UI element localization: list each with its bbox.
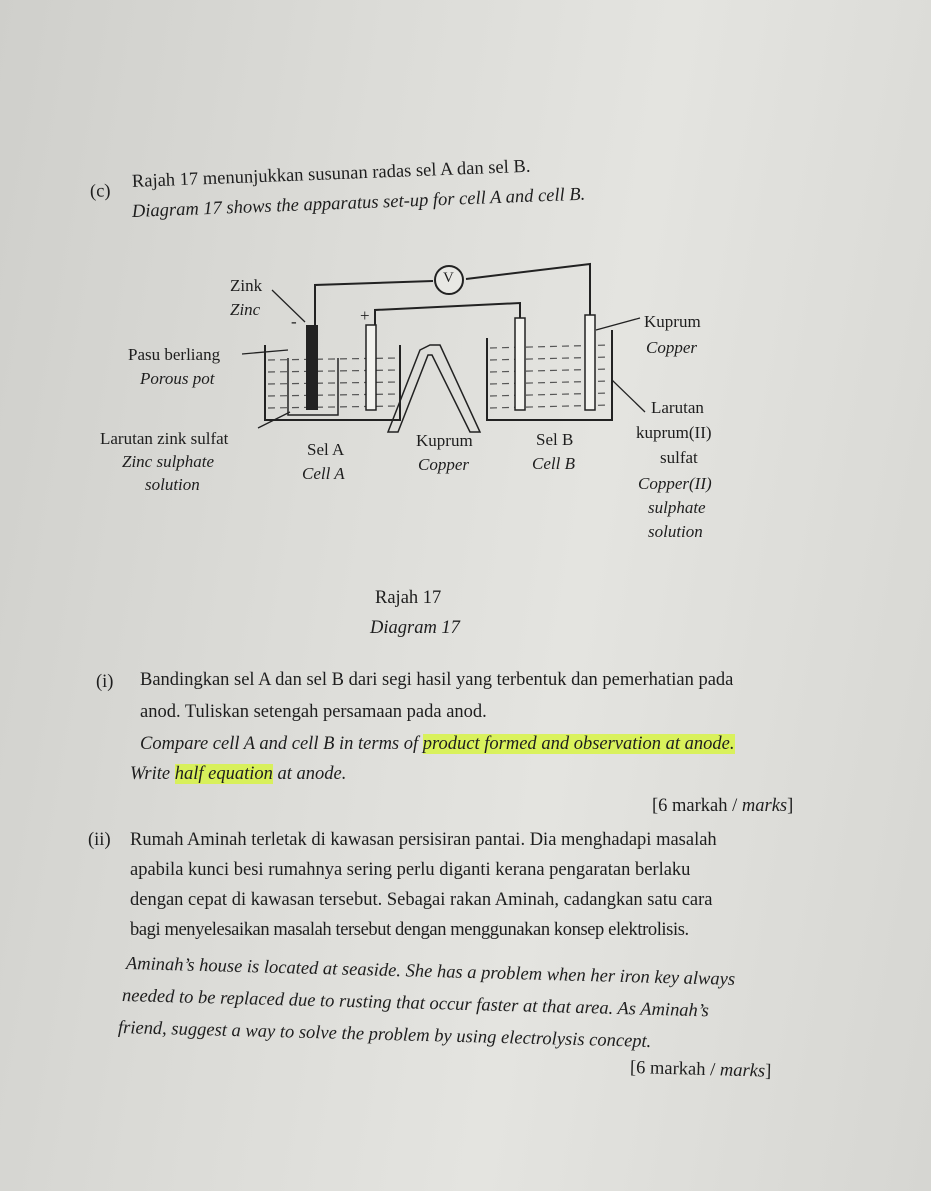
minus-sign: - [291,312,297,331]
q1-english-line-2: Write half equation at anode. [130,764,347,784]
cuso4-label-malay-3: sulfat [660,448,698,467]
q2-malay-line-4: bagi menyelesaikan masalah tersebut dengan menggunakan konsep elektrolisis. [130,920,689,940]
highlight-observation-anode: observation at anode. [573,734,735,754]
q2-malay-line-1: Rumah Aminah terletak di kawasan persisiran pantai. Dia menghadapi masalah [130,830,717,850]
copper-mid-label-malay: Kuprum [416,431,473,450]
zinc-sulfate-label-malay: Larutan zink sulfat [100,429,229,448]
copper-right-label-malay: Kuprum [644,312,701,331]
cell-b-label-english: Cell B [532,454,575,473]
q1-malay-line-2: anod. Tuliskan setengah persamaan pada anod. [140,702,487,722]
intro-english: Diagram 17 shows the apparatus set-up for cell A and cell B. [131,184,586,222]
porous-pot-label-english: Porous pot [140,369,215,388]
plus-sign: + [360,306,370,325]
copper-electrode-cell-b-left [515,318,525,410]
cuso4-label-english-2: sulphate [648,498,706,517]
highlight-product-formed: product formed [422,734,537,754]
q2-malay-line-3: dengan cepat di kawasan tersebut. Sebagai rakan Aminah, cadangkan satu cara [130,890,713,910]
q1-label: (i) [96,672,114,692]
q2-malay-line-2: apabila kunci besi rumahnya sering perlu diganti kerana pengaratan berlaku [130,860,691,880]
intro-malay: Rajah 17 menunjukkan susunan radas sel A dan sel B. [131,156,531,192]
caption-malay: Rajah 17 [375,588,442,608]
q1-english-line-1: Compare cell A and cell B in terms of product formed and observation at anode. [140,734,735,754]
q2-english-line-3: friend, suggest a way to solve the problem by using electrolysis concept. [117,1018,652,1052]
copper-right-label-english: Copper [646,338,697,357]
zinc-label-malay: Zink [230,276,263,295]
zinc-sulfate-label-english-2: solution [145,475,200,494]
q2-english-line-2: needed to be replaced due to rusting that occur faster at that area. As Aminah’s [121,986,710,1022]
voltmeter-label: V [443,270,454,286]
q2-marks: [6 markah / marks] [629,1058,772,1082]
caption-english: Diagram 17 [370,618,460,638]
q2-english-line-1: Aminah’s house is located at seaside. She has a problem when her iron key always [125,954,736,990]
zinc-label-english: Zinc [230,300,261,319]
cuso4-label-english-3: solution [648,522,703,541]
copper-mid-label-english: Copper [418,455,469,474]
q1-marks: [6 markah / marks] [652,796,794,816]
part-label: (c) [89,181,111,202]
copper-electrode-cell-a [366,325,376,410]
cuso4-label-malay-1: Larutan [651,398,704,417]
q2-label: (ii) [88,830,111,850]
cell-a-label-malay: Sel A [307,440,345,459]
cuso4-label-english-1: Copper(II) [638,474,712,493]
copper-electrode-cell-b-right [585,315,595,410]
porous-pot-label-malay: Pasu berliang [128,345,221,364]
q1-malay-line-1: Bandingkan sel A dan sel B dari segi hasil yang terbentuk dan pemerhatian pada [140,670,734,690]
cell-a-label-english: Cell A [302,464,345,483]
cell-b-label-malay: Sel B [536,430,574,449]
highlight-half-equation: half equation [174,764,273,784]
zinc-electrode [306,325,318,410]
cuso4-label-malay-2: kuprum(II) [636,423,712,442]
zinc-sulfate-label-english-1: Zinc sulphate [122,452,215,471]
